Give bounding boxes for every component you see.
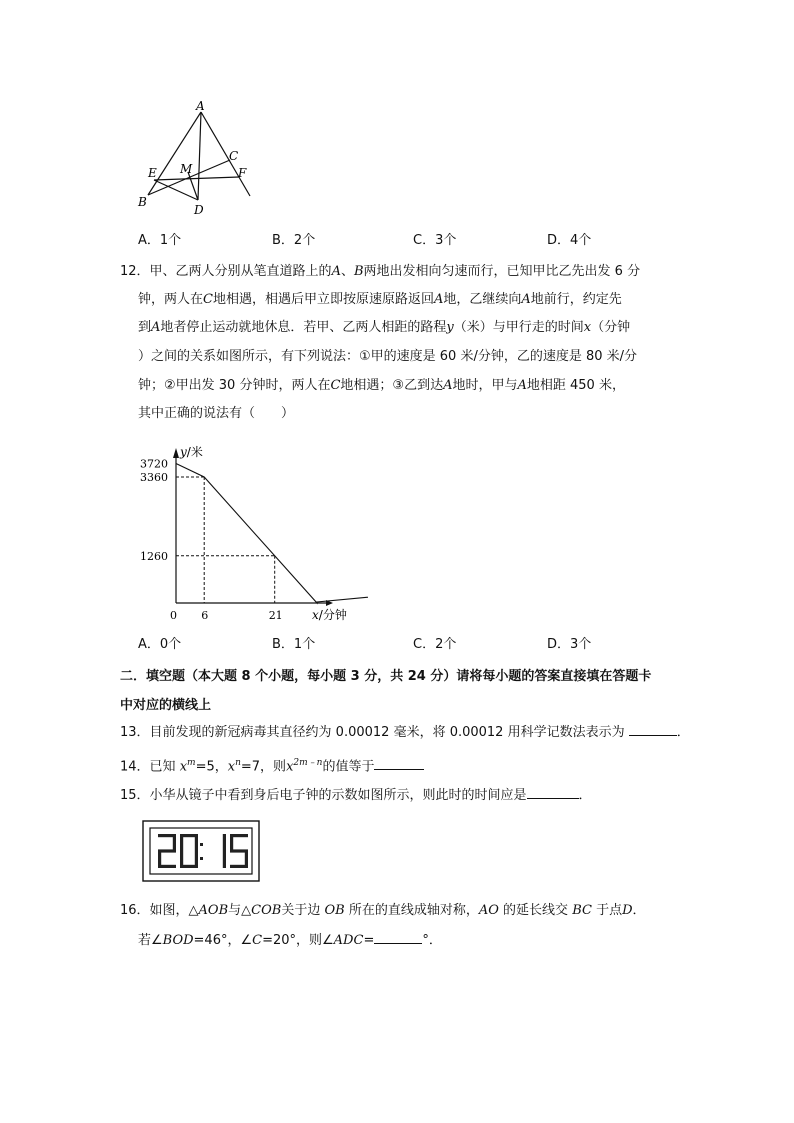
q15-answer-blank[interactable] [527, 786, 579, 799]
distance-time-chart [138, 438, 368, 628]
q12-line-4: ）之间的关系如图所示，有下列说法：①甲的速度是 60 米/分钟，乙的速度是 80 米/分 [138, 349, 638, 364]
label-A: A [196, 99, 205, 113]
x-tick-0: 0 [170, 609, 177, 622]
y-tick-3720: 3720 [140, 457, 168, 471]
q13-answer-blank[interactable] [629, 723, 677, 736]
q12-line-1: 12．甲、乙两人分别从笔直道路上的A、B两地出发相向匀速而行，已知甲比乙先出发 6 分 [120, 264, 641, 279]
q11-option-d: D．4个 [547, 233, 592, 248]
y-tick-1260: 1260 [140, 549, 168, 563]
y-tick-3360: 3360 [140, 471, 168, 484]
q16-answer-blank[interactable] [374, 931, 422, 944]
q12-line-5: 钟；②甲出发 30 分钟时，两人在C地相遇；③乙到达A地时，甲与A地相距 450 米， [138, 378, 625, 393]
q12-option-d: D．3个 [547, 637, 592, 652]
q12-line-2: 钟，两人在C地相遇，相遇后甲立即按原速原路返回A地，乙继续向A地前行，约定先 [138, 292, 622, 307]
q14-text: 14．已知 $x^m=5$，$x^n=7$，则$x^{2m﹣n}$的值等于 [120, 754, 424, 776]
q12-line-3: 到A地者停止运动就地休息．若甲、乙两人相距的路程y（米）与甲行走的时间x（分钟 [138, 320, 631, 335]
digital-clock-mirror [142, 820, 260, 882]
label-B: B [138, 195, 147, 209]
geometry-figure [130, 98, 260, 220]
q12-option-c: C．2个 [413, 637, 457, 652]
label-E: E [148, 166, 157, 180]
label-F: F [238, 166, 247, 180]
x-tick-21: 21 [268, 609, 283, 622]
q13-text: 13．目前发现的新冠病毒其直径约为 0.00012 毫米，将 0.00012 用科学记数法表示为 ． [120, 725, 690, 740]
x-axis-label: x/分钟 [312, 608, 347, 622]
q11-option-a: A．1个 [138, 233, 182, 248]
q16-line-1: 16．如图，△AOB与△COB关于边 OB 所在的直线成轴对称，AO 的延长线交 BC 于点D． [120, 903, 646, 918]
distance-line [176, 464, 368, 604]
q11-option-b: B．2个 [272, 233, 316, 248]
q12-line-6: 其中正确的说法有（ ） [138, 406, 295, 421]
q11-option-c: C．3个 [413, 233, 457, 248]
q12-option-a: A．0个 [138, 637, 182, 652]
label-D: D [194, 203, 204, 217]
y-axis-arrow [173, 448, 179, 458]
q14-answer-blank[interactable] [374, 757, 424, 770]
q16-line-2: 若∠BOD=46°，∠C=20°，则∠ADC= °． [138, 933, 442, 948]
x-tick-6: 6 [201, 609, 209, 622]
y-axis-label: y/米 [180, 445, 203, 459]
label-C: C [229, 149, 239, 163]
q12-option-b: B．1个 [272, 637, 316, 652]
section2-title-2: 中对应的横线上 [120, 698, 212, 713]
label-M: M [180, 162, 193, 176]
q15-text: 15．小华从镜子中看到身后电子钟的示数如图所示，则此时的时间应是 ． [120, 788, 592, 803]
section2-title: 二．填空题（本大题 8 个小题，每小题 3 分，共 24 分）请将每小题的答案直接填在答题卡 [120, 669, 652, 684]
